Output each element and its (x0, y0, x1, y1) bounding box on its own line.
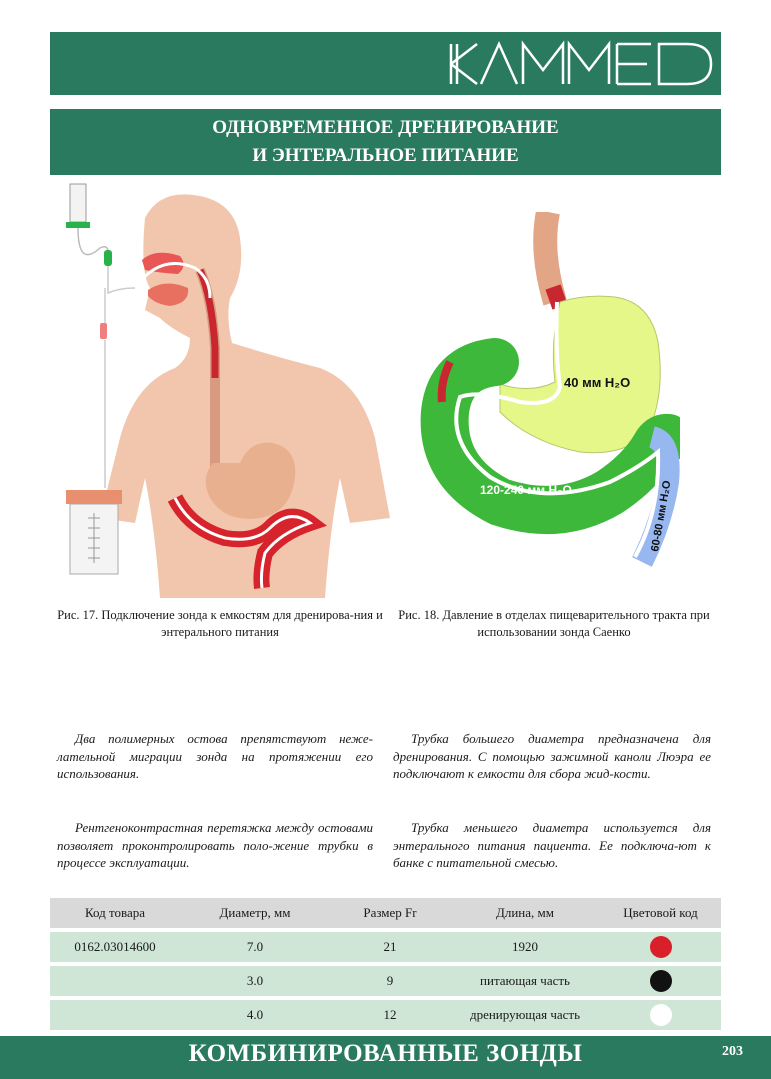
page-number: 203 (722, 1044, 743, 1059)
header-band (50, 32, 721, 95)
pressure-diagram (410, 212, 680, 582)
header-code: Код товара (84, 905, 146, 920)
cell-diameter: 3.0 (246, 973, 264, 988)
footer-band (0, 1036, 771, 1079)
cell-color (600, 936, 721, 958)
table-header-row (50, 898, 721, 928)
page-title (50, 109, 721, 175)
header-diameter: Диаметр, мм (219, 905, 291, 920)
paragraph-feeding-tube: Трубка меньшего диаметра используется для энтерального питания пациента. Ее подключа-ют к банке с питательной смесью. (393, 820, 711, 870)
cell-color (600, 970, 721, 992)
cell-length: 1920 (512, 939, 538, 954)
body-illustration (50, 178, 390, 598)
color-dot-red (650, 936, 672, 958)
cell-fr: 12 (383, 1007, 397, 1022)
cell-fr: 9 (386, 973, 394, 988)
color-dot-white (650, 1004, 672, 1026)
cell-code: 0162.03014600 (74, 939, 156, 954)
header-fr: Размер Fr (363, 905, 417, 920)
cell-length: питающая часть (480, 973, 570, 988)
drainage-jar (66, 490, 122, 574)
pressure-stomach-label: 40 мм H₂O (564, 375, 631, 390)
product-table (50, 898, 721, 1034)
cell-color (600, 1004, 721, 1026)
header-color: Цветовой код (623, 905, 698, 920)
figure-17-caption: Рис. 17. Подключение зонда к емкостям для дренирова-ния и энтерального питания (57, 608, 383, 639)
color-dot-black (650, 970, 672, 992)
kammed-logo (447, 40, 717, 88)
pressure-duodenum-label: 120-240 мм H₂O (480, 483, 572, 497)
table-row (50, 1000, 721, 1030)
pressure-jejunum-label: 60-80 мм H₂O (649, 479, 674, 553)
page-title-line2: И ЭНТЕРАЛЬНОЕ ПИТАНИЕ (252, 145, 519, 166)
cell-fr: 21 (383, 939, 397, 954)
cell-length: дренирующая часть (469, 1007, 581, 1022)
cell-diameter: 4.0 (246, 1007, 264, 1022)
feeding-bottle (66, 184, 112, 266)
footer-title: КОМБИНИРОВАННЫЕ ЗОНДЫ (188, 1040, 583, 1067)
figure-18-caption: Рис. 18. Давление в отделах пищеварительного тракта при использовании зонда Саенко (398, 608, 710, 639)
paragraph-frames: Два полимерных остова препятствуют неже-лательной миграции зонда на протяжении его использования. (57, 731, 373, 781)
page-title-line1: ОДНОВРЕМЕННОЕ ДРЕНИРОВАНИЕ (212, 117, 559, 138)
table-row (50, 932, 721, 962)
paragraph-radiopaque: Рентгеноконтрастная перетяжка между остовами позволяет проконтролировать поло-жение трубки в процессе эксплуатации. (57, 820, 373, 870)
cell-diameter: 7.0 (246, 939, 264, 954)
table-row (50, 966, 721, 996)
paragraph-drainage-tube: Трубка большего диаметра предназначена для дренирования. С помощью зажимной каноли Люэра ее подключают к емкости для сбора жид-кости. (393, 731, 711, 781)
header-length: Длина, мм (496, 905, 554, 920)
